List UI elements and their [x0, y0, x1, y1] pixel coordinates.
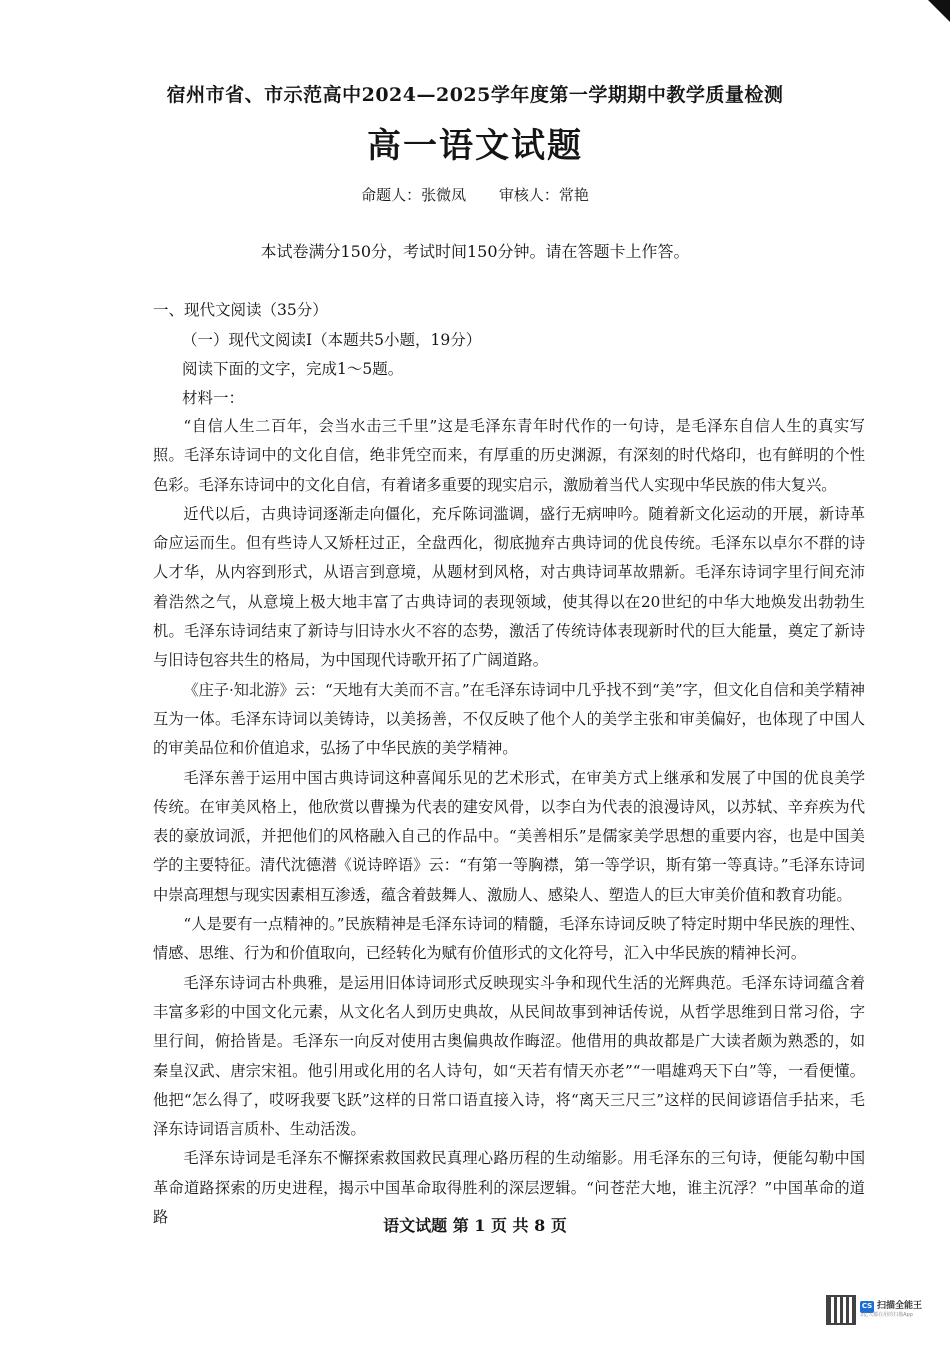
- authors-line: [0, 184, 950, 205]
- corner-registration-mark: [928, 0, 950, 22]
- reading-directions: 阅读下面的文字，完成1～5题。: [182, 360, 404, 378]
- camscanner-logo-icon: CS: [860, 1301, 874, 1313]
- exam-instructions: 本试卷满分150分，考试时间150分钟。请在答题卡上作答。: [260, 242, 690, 261]
- paragraph: 毛泽东诗词是毛泽东不懈探索救国救民真理心路历程的生动缩影。用毛泽东的三句诗，便能勾勒中国革命道路探索的历史进程，揭示中国革命取得胜利的深层逻辑。“问苍茫大地，谁主沉浮？”中国革命的道路: [153, 1149, 865, 1227]
- material-label: 材料一：: [182, 389, 245, 407]
- school-exam-line: 宿州市省、市示范高中2024—2025学年度第一学期期中教学质量检测: [166, 84, 784, 106]
- author-text: 命题人：张微凤: [361, 186, 467, 204]
- paragraph: 《庄子·知北游》云：“天地有大美而不言。”在毛泽东诗词中几乎找不到“美”字，但文化自信和美学精神互为一体。毛泽东诗词以美铸诗，以美扬善，不仅反映了他个人的美学主张和审美偏好，也体现了中国人的审美品位和价值追求，弘扬了中华民族的美学精神。: [153, 680, 865, 758]
- scanner-watermark: [826, 1290, 936, 1330]
- watermark-subtext: 3亿人都在用的扫描App: [860, 1312, 913, 1319]
- qr-code-icon: [826, 1295, 856, 1325]
- page-footer: 语文试题 第 1 页 共 8 页: [383, 1216, 567, 1235]
- page-title: 高一语文试题: [367, 126, 583, 166]
- sub-section-heading: （一）现代文阅读Ⅰ（本题共5小题，19分）: [182, 331, 482, 349]
- paragraph: 近代以后，古典诗词逐渐走向僵化，充斥陈词滥调，盛行无病呻吟。随着新文化运动的开展，新诗革命应运而生。但有些诗人又矫枉过正，全盘西化，彻底抛弃古典诗词的优良传统。毛泽东以卓尔不群的诗人才华，从内容到形式，从语言到意境，从题材到风格，对古典诗词革故鼎新。毛泽东诗词字里行间充沛着浩然之气，从意境上极大地丰富了古典诗词的表现领域，使其得以在20世纪的中华大地焕发出勃勃生机。毛泽东诗词结束了新诗与旧诗水火不容的态势，激活了传统诗体表现新时代的巨大能量，奠定了新诗与旧诗包容共生的格局，为中国现代诗歌开拓了广阔道路。: [153, 504, 865, 670]
- paragraph: 毛泽东诗词古朴典雅，是运用旧体诗词形式反映现实斗争和现代生活的光辉典范。毛泽东诗词蕴含着丰富多彩的中国文化元素，从文化名人到历史典故，从民间故事到神话传说，从哲学思维到日常习俗，字里行间，俯拾皆是。毛泽东一向反对使用古奥偏典故作晦涩。他借用的典故都是广大读者颇为熟悉的，如秦皇汉武、唐宗宋祖。他引用或化用的名人诗句，如“天若有情天亦老”“一唱雄鸡天下白”等，一看便懂。他把“怎么得了，哎呀我要飞跃”这样的日常口语直接入诗，将“离天三尺三”这样的民间谚语信手拈来，毛泽东诗词语言质朴、生动活泼。: [153, 973, 865, 1139]
- paragraph: 毛泽东善于运用中国古典诗词这种喜闻乐见的艺术形式，在审美方式上继承和发展了中国的优良美学传统。在审美风格上，他欣赏以曹操为代表的建安风骨，以李白为代表的浪漫诗风，以苏轼、辛弃疾为代表的豪放词派，并把他们的风格融入自己的作品中。“美善相乐”是儒家美学思想的重要内容，也是中国美学的主要特征。清代沈德潜《说诗晬语》云：“有第一等胸襟，第一等学识，斯有第一等真诗。”毛泽东诗词中崇高理想与现实因素相互渗透，蕴含着鼓舞人、激励人、感染人、塑造人的巨大审美价值和教育功能。: [153, 768, 865, 904]
- paragraph: “自信人生二百年，会当水击三千里”这是毛泽东青年时代作的一句诗，是毛泽东自信人生的真实写照。毛泽东诗词中的文化自信，绝非凭空而来，有厚重的历史渊源，有深刻的时代烙印，也有鲜明的个性色彩。毛泽东诗词中的文化自信，有着诸多重要的现实启示，激励着当代人实现中华民族的伟大复兴。: [153, 417, 865, 494]
- paragraph: “人是要有一点精神的。”民族精神是毛泽东诗词的精髓，毛泽东诗词反映了特定时期中华民族的理性、情感、思维、行为和价值取向，已经转化为赋有价值形式的文化符号，汇入中华民族的精神长河。: [153, 915, 865, 963]
- reading-passage: [153, 412, 865, 1232]
- watermark-brand: 扫描全能王: [877, 1301, 923, 1312]
- watermark-text: [860, 1301, 922, 1319]
- reviewer-text: 审核人：常艳: [498, 186, 589, 204]
- section-heading: 一、现代文阅读（35分）: [153, 301, 328, 319]
